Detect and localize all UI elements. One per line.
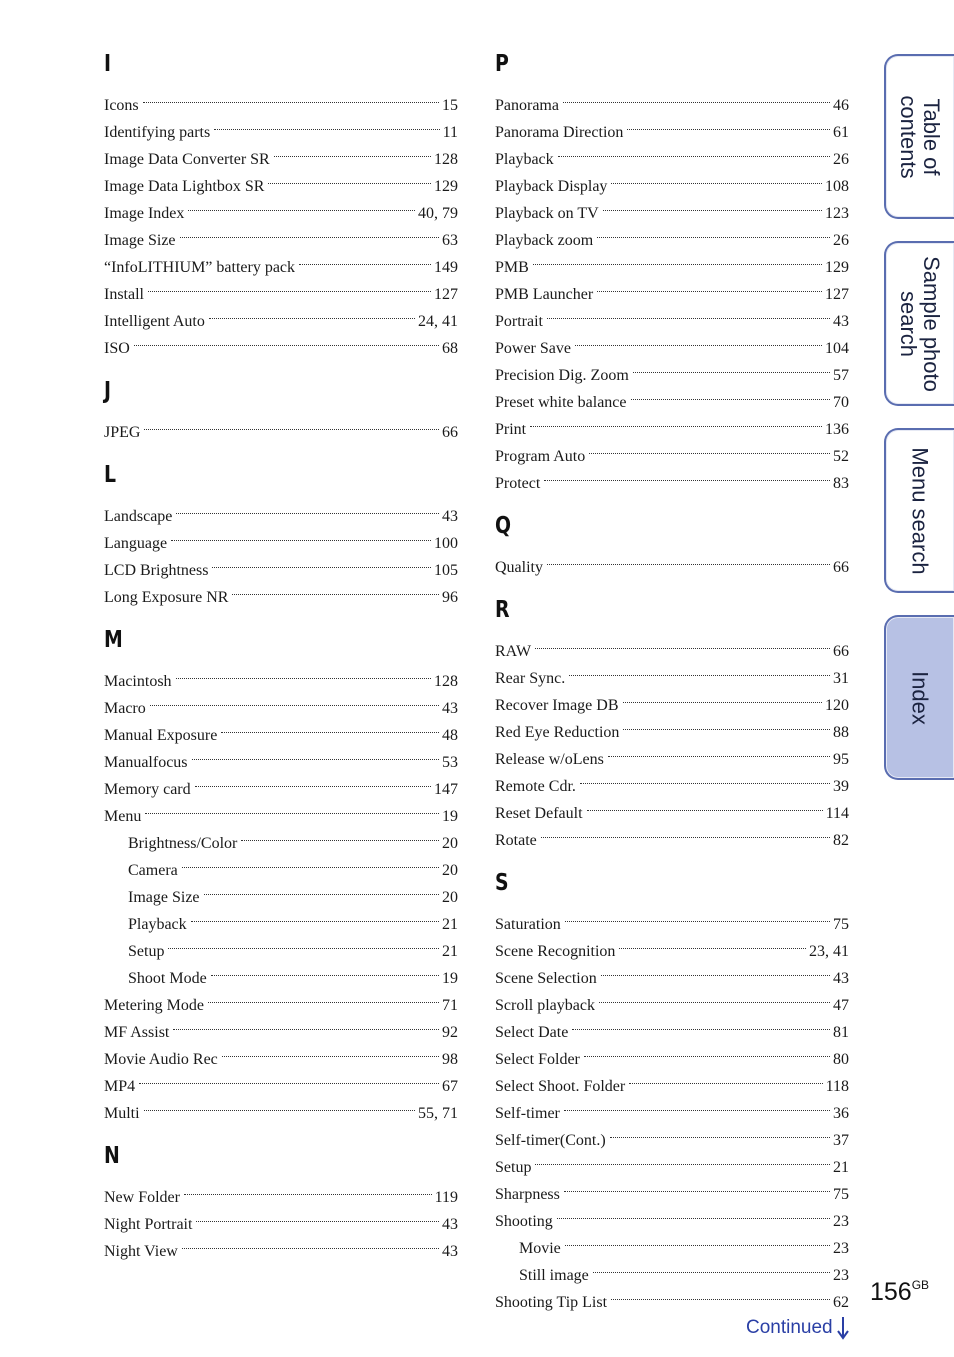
- tab-index[interactable]: [884, 615, 954, 780]
- dot-leader: [547, 545, 831, 572]
- entry-label: Intelligent Auto: [104, 313, 205, 330]
- entry-page-ref[interactable]: 43: [833, 313, 849, 330]
- dot-leader: [563, 83, 831, 110]
- index-section: [495, 508, 849, 576]
- entry-page-ref[interactable]: 96: [442, 589, 458, 606]
- entry-page-ref[interactable]: 81: [833, 1024, 849, 1041]
- dot-leader: [530, 407, 823, 434]
- entry-label: MF Assist: [104, 1024, 170, 1041]
- entry-label: Image Size: [128, 889, 200, 906]
- index-section: [104, 622, 458, 1122]
- entry-page-ref[interactable]: 128: [434, 151, 458, 168]
- section-letter: N: [104, 1143, 120, 1169]
- entry-label: Install: [104, 286, 144, 303]
- entry-page-ref[interactable]: 82: [833, 832, 849, 849]
- entry-page-ref[interactable]: 43: [442, 1216, 458, 1233]
- index-entry[interactable]: [104, 326, 458, 357]
- entry-label: “InfoLITHIUM” battery pack: [104, 259, 296, 276]
- entry-page-ref[interactable]: 75: [833, 1186, 849, 1203]
- section-letter: R: [495, 597, 510, 623]
- entry-label: Identifying parts: [104, 124, 211, 141]
- index-column-left: [104, 42, 458, 1260]
- index-column-right: [495, 42, 849, 1311]
- entry-label: Movie Audio Rec: [104, 1051, 218, 1068]
- dot-leader: [610, 1118, 831, 1145]
- dot-leader: [603, 191, 823, 218]
- tab-label: Sample photo search: [896, 255, 944, 392]
- entry-label: MP4: [104, 1078, 136, 1095]
- index-entry[interactable]: [495, 461, 849, 492]
- index-entry[interactable]: [495, 272, 849, 303]
- entry-label: Release w/oLens: [495, 751, 604, 768]
- entry-page-ref[interactable]: 68: [442, 340, 458, 357]
- dot-leader: [196, 1202, 440, 1229]
- entry-page-ref[interactable]: 23, 41: [809, 943, 849, 960]
- entry-page-ref[interactable]: 37: [833, 1132, 849, 1149]
- entry-label: Image Data Converter SR: [104, 151, 270, 168]
- dot-leader: [191, 902, 440, 929]
- continued-label: Continued: [746, 1317, 833, 1338]
- entry-page-ref[interactable]: 63: [442, 232, 458, 249]
- tab-label: Menu search: [907, 446, 933, 575]
- entry-page-ref[interactable]: 21: [442, 916, 458, 933]
- index-entry[interactable]: [495, 299, 849, 330]
- dot-leader: [171, 521, 432, 548]
- dot-leader: [274, 137, 432, 164]
- continued-link[interactable]: [746, 1316, 849, 1340]
- dot-leader: [619, 929, 807, 956]
- dot-leader: [569, 656, 831, 683]
- entry-label: Scene Recognition: [495, 943, 616, 960]
- dot-leader: [623, 710, 831, 737]
- entry-label: Playback: [495, 151, 554, 168]
- index-entry[interactable]: [104, 659, 458, 690]
- page-number-suffix: GB: [911, 1278, 930, 1292]
- dot-leader: [232, 575, 440, 602]
- entry-page-ref[interactable]: 118: [825, 1078, 849, 1095]
- dot-leader: [580, 764, 831, 791]
- index-entry[interactable]: [104, 1091, 458, 1122]
- entry-page-ref[interactable]: 108: [825, 178, 849, 195]
- dot-leader: [584, 1037, 831, 1064]
- entry-page-ref[interactable]: 19: [442, 970, 458, 987]
- entry-page-ref[interactable]: 43: [442, 508, 458, 525]
- dot-leader: [565, 902, 831, 929]
- entry-page-ref[interactable]: 92: [442, 1024, 458, 1041]
- dot-leader: [599, 983, 831, 1010]
- dot-leader: [629, 1064, 823, 1091]
- index-entry[interactable]: [495, 245, 849, 276]
- entry-page-ref[interactable]: 66: [833, 643, 849, 660]
- entry-page-ref[interactable]: 43: [833, 970, 849, 987]
- index-entry[interactable]: [104, 299, 458, 330]
- dot-leader: [176, 494, 440, 521]
- entry-page-ref[interactable]: 15: [442, 97, 458, 114]
- index-entry[interactable]: [104, 713, 458, 744]
- entry-label: Program Auto: [495, 448, 586, 465]
- index-entry[interactable]: [104, 1175, 458, 1206]
- dot-leader: [589, 434, 831, 461]
- section-letter: J: [104, 378, 112, 404]
- entry-label: Playback on TV: [495, 205, 599, 222]
- entry-page-ref[interactable]: 26: [833, 232, 849, 249]
- entry-page-ref[interactable]: 39: [833, 778, 849, 795]
- entry-label: Still image: [519, 1267, 589, 1284]
- entry-label: New Folder: [104, 1189, 180, 1206]
- dot-leader: [168, 929, 440, 956]
- tab-label: Table of contents: [896, 94, 944, 179]
- entry-label: Self-timer: [495, 1105, 560, 1122]
- entry-page-ref[interactable]: 114: [825, 805, 849, 822]
- entry-label: JPEG: [104, 424, 141, 441]
- index-entry[interactable]: [104, 1064, 458, 1095]
- entry-label: ISO: [104, 340, 130, 357]
- dot-leader: [204, 875, 440, 902]
- entry-page-ref[interactable]: 88: [833, 724, 849, 741]
- dot-leader: [631, 380, 832, 407]
- entry-page-ref[interactable]: 36: [833, 1105, 849, 1122]
- entry-page-ref[interactable]: 120: [825, 697, 849, 714]
- entry-page-ref[interactable]: 61: [833, 124, 849, 141]
- entry-label: Self-timer(Cont.): [495, 1132, 606, 1149]
- entry-label: Night Portrait: [104, 1216, 193, 1233]
- entry-label: Manualfocus: [104, 754, 188, 771]
- dot-leader: [558, 137, 831, 164]
- dot-leader: [572, 1010, 831, 1037]
- dot-leader: [184, 1175, 433, 1202]
- entry-label: Remote Cdr.: [495, 778, 576, 795]
- index-entry[interactable]: [495, 1172, 849, 1203]
- dot-leader: [535, 1145, 831, 1172]
- entry-label: Language: [104, 535, 168, 552]
- index-entry[interactable]: [495, 902, 849, 933]
- dot-leader: [633, 353, 831, 380]
- entry-label: Recover Image DB: [495, 697, 619, 714]
- entry-label: Power Save: [495, 340, 571, 357]
- entry-page-ref[interactable]: 23: [833, 1267, 849, 1284]
- entry-label: Landscape: [104, 508, 173, 525]
- entry-label: LCD Brightness: [104, 562, 209, 579]
- dot-leader: [611, 1280, 831, 1307]
- entry-page-ref[interactable]: 147: [434, 781, 458, 798]
- entry-page-ref[interactable]: 24, 41: [418, 313, 458, 330]
- entry-label: Movie: [519, 1240, 561, 1257]
- entry-label: Playback Display: [495, 178, 608, 195]
- entry-page-ref[interactable]: 21: [442, 943, 458, 960]
- section-letter: M: [104, 627, 123, 653]
- index-entry[interactable]: [495, 545, 849, 576]
- dot-leader: [575, 326, 823, 353]
- entry-label: Scroll playback: [495, 997, 595, 1014]
- index-section: [495, 865, 849, 1311]
- tab-label: Index: [907, 670, 933, 725]
- entry-label: Image Data Lightbox SR: [104, 178, 265, 195]
- entry-label: Rotate: [495, 832, 537, 849]
- dot-leader: [211, 956, 440, 983]
- dot-leader: [209, 299, 416, 326]
- entry-page-ref[interactable]: 128: [434, 673, 458, 690]
- down-arrow-icon: [837, 1316, 849, 1340]
- index-section: [104, 1138, 458, 1260]
- entry-page-ref[interactable]: 21: [833, 1159, 849, 1176]
- entry-page-ref[interactable]: 43: [442, 1243, 458, 1260]
- entry-page-ref[interactable]: 55, 71: [418, 1105, 458, 1122]
- entry-page-ref[interactable]: 11: [442, 124, 458, 141]
- tab-menu-search[interactable]: [884, 428, 954, 593]
- index-entry[interactable]: [495, 434, 849, 465]
- entry-label: Setup: [128, 943, 165, 960]
- index-section: [104, 373, 458, 441]
- entry-page-ref[interactable]: 83: [833, 475, 849, 492]
- entry-page-ref[interactable]: 23: [833, 1213, 849, 1230]
- entry-page-ref[interactable]: 129: [434, 178, 458, 195]
- entry-page-ref[interactable]: 52: [833, 448, 849, 465]
- dot-leader: [564, 1172, 831, 1199]
- entry-label: Playback: [128, 916, 187, 933]
- entry-label: Portrait: [495, 313, 543, 330]
- entry-label: Preset white balance: [495, 394, 627, 411]
- dot-leader: [535, 629, 831, 656]
- index-entry[interactable]: [104, 794, 458, 825]
- entry-label: Select Folder: [495, 1051, 580, 1068]
- entry-page-ref[interactable]: 66: [442, 424, 458, 441]
- section-letter: Q: [495, 513, 512, 539]
- entry-page-ref[interactable]: 62: [833, 1294, 849, 1311]
- entry-label: RAW: [495, 643, 532, 660]
- entry-page-ref[interactable]: 20: [442, 862, 458, 879]
- entry-page-ref[interactable]: 129: [825, 259, 849, 276]
- entry-page-ref[interactable]: 98: [442, 1051, 458, 1068]
- entry-label: Scene Selection: [495, 970, 597, 987]
- entry-page-ref[interactable]: 136: [825, 421, 849, 438]
- entry-label: Image Index: [104, 205, 185, 222]
- dot-leader: [148, 272, 432, 299]
- index-entry[interactable]: [104, 494, 458, 525]
- entry-label: Red Eye Reduction: [495, 724, 620, 741]
- entry-label: Select Date: [495, 1024, 569, 1041]
- dot-leader: [173, 1010, 440, 1037]
- index-entry[interactable]: [104, 686, 458, 717]
- entry-page-ref[interactable]: 127: [434, 286, 458, 303]
- entry-page-ref[interactable]: 23: [833, 1240, 849, 1257]
- entry-label: Shoot Mode: [128, 970, 207, 987]
- tab-sample-photo-search[interactable]: [884, 241, 954, 406]
- entry-page-ref[interactable]: 105: [434, 562, 458, 579]
- entry-page-ref[interactable]: 19: [442, 808, 458, 825]
- entry-label: Macintosh: [104, 673, 172, 690]
- entry-page-ref[interactable]: 80: [833, 1051, 849, 1068]
- page-number: [870, 1278, 929, 1307]
- dot-leader: [188, 191, 416, 218]
- entry-page-ref[interactable]: 149: [434, 259, 458, 276]
- dot-leader: [143, 83, 440, 110]
- entry-label: Panorama: [495, 97, 559, 114]
- dot-leader: [150, 686, 440, 713]
- dot-leader: [268, 164, 432, 191]
- entry-label: PMB: [495, 259, 529, 276]
- index-entry[interactable]: [495, 407, 849, 438]
- entry-label: Menu: [104, 808, 142, 825]
- entry-page-ref[interactable]: 95: [833, 751, 849, 768]
- dot-leader: [593, 1253, 831, 1280]
- index-entry[interactable]: [495, 656, 849, 687]
- entry-label: Multi: [104, 1105, 140, 1122]
- dot-leader: [557, 1199, 831, 1226]
- dot-leader: [212, 548, 432, 575]
- page-number-value: 156: [870, 1278, 912, 1306]
- dot-leader: [565, 1226, 831, 1253]
- entry-page-ref[interactable]: 40, 79: [418, 205, 458, 222]
- entry-label: Playback zoom: [495, 232, 594, 249]
- dot-leader: [299, 245, 432, 272]
- entry-label: Rear Sync.: [495, 670, 566, 687]
- dot-leader: [597, 272, 823, 299]
- dot-leader: [176, 659, 432, 686]
- entry-page-ref[interactable]: 100: [434, 535, 458, 552]
- dot-leader: [541, 818, 831, 845]
- dot-leader: [134, 326, 440, 353]
- dot-leader: [182, 848, 440, 875]
- entry-label: Shooting Tip List: [495, 1294, 608, 1311]
- entry-page-ref[interactable]: 31: [833, 670, 849, 687]
- dot-leader: [195, 767, 432, 794]
- index-entry[interactable]: [495, 83, 849, 114]
- index-section: [495, 46, 849, 492]
- entry-label: Protect: [495, 475, 541, 492]
- entry-label: Camera: [128, 862, 178, 879]
- dot-leader: [623, 683, 823, 710]
- entry-page-ref[interactable]: 53: [442, 754, 458, 771]
- entry-label: Panorama Direction: [495, 124, 624, 141]
- entry-page-ref[interactable]: 119: [434, 1189, 458, 1206]
- dot-leader: [139, 1064, 440, 1091]
- entry-page-ref[interactable]: 57: [833, 367, 849, 384]
- index-entry[interactable]: [104, 110, 458, 141]
- dot-leader: [597, 218, 831, 245]
- dot-leader: [192, 740, 440, 767]
- dot-leader: [611, 164, 823, 191]
- dot-leader: [144, 1091, 416, 1118]
- dot-leader: [214, 110, 440, 137]
- entry-label: Shooting: [495, 1213, 553, 1230]
- entry-label: Night View: [104, 1243, 178, 1260]
- dot-leader: [180, 218, 440, 245]
- index-subentry[interactable]: [104, 821, 458, 852]
- entry-page-ref[interactable]: 43: [442, 700, 458, 717]
- entry-label: Print: [495, 421, 527, 438]
- entry-label: Setup: [495, 1159, 532, 1176]
- entry-label: Precision Dig. Zoom: [495, 367, 629, 384]
- entry-label: PMB Launcher: [495, 286, 594, 303]
- entry-label: Saturation: [495, 916, 561, 933]
- section-letter: I: [104, 51, 112, 77]
- dot-leader: [564, 1091, 831, 1118]
- entry-label: Icons: [104, 97, 139, 114]
- index-entry[interactable]: [495, 326, 849, 357]
- entry-page-ref[interactable]: 127: [825, 286, 849, 303]
- section-letter: L: [104, 462, 117, 488]
- entry-label: Memory card: [104, 781, 191, 798]
- section-letter: S: [495, 870, 509, 896]
- entry-page-ref[interactable]: 67: [442, 1078, 458, 1095]
- section-letter: P: [495, 51, 509, 77]
- entry-page-ref[interactable]: 104: [825, 340, 849, 357]
- dot-leader: [208, 983, 440, 1010]
- entry-page-ref[interactable]: 48: [442, 727, 458, 744]
- entry-page-ref[interactable]: 75: [833, 916, 849, 933]
- dot-leader: [547, 299, 831, 326]
- entry-label: Sharpness: [495, 1186, 560, 1203]
- index-entry[interactable]: [104, 83, 458, 114]
- entry-page-ref[interactable]: 20: [442, 889, 458, 906]
- index-entry[interactable]: [104, 272, 458, 303]
- index-section: [104, 457, 458, 606]
- dot-leader: [182, 1229, 440, 1256]
- dot-leader: [145, 794, 440, 821]
- dot-leader: [587, 791, 824, 818]
- index-entry[interactable]: [104, 410, 458, 441]
- entry-page-ref[interactable]: 47: [833, 997, 849, 1014]
- index-section: [104, 46, 458, 357]
- dot-leader: [241, 821, 440, 848]
- entry-label: Image Size: [104, 232, 176, 249]
- entry-label: Long Exposure NR: [104, 589, 229, 606]
- dot-leader: [601, 956, 831, 983]
- entry-label: Brightness/Color: [128, 835, 238, 852]
- index-entry[interactable]: [495, 629, 849, 660]
- entry-page-ref[interactable]: 66: [833, 559, 849, 576]
- entry-label: Metering Mode: [104, 997, 204, 1014]
- entry-label: Reset Default: [495, 805, 583, 822]
- index-entry[interactable]: [495, 818, 849, 849]
- entry-page-ref[interactable]: 71: [442, 997, 458, 1014]
- dot-leader: [608, 737, 831, 764]
- entry-page-ref[interactable]: 26: [833, 151, 849, 168]
- dot-leader: [627, 110, 831, 137]
- entry-label: Quality: [495, 559, 543, 576]
- entry-label: Manual Exposure: [104, 727, 218, 744]
- dot-leader: [533, 245, 823, 272]
- dot-leader: [222, 1037, 440, 1064]
- entry-page-ref[interactable]: 123: [825, 205, 849, 222]
- index-entry[interactable]: [495, 1145, 849, 1176]
- index-section: [495, 592, 849, 849]
- tab-table-of-contents[interactable]: [884, 54, 954, 219]
- dot-leader: [221, 713, 440, 740]
- entry-label: Macro: [104, 700, 146, 717]
- dot-leader: [544, 461, 831, 488]
- dot-leader: [144, 410, 440, 437]
- entry-page-ref[interactable]: 20: [442, 835, 458, 852]
- entry-page-ref[interactable]: 70: [833, 394, 849, 411]
- entry-label: Select Shoot. Folder: [495, 1078, 626, 1095]
- entry-page-ref[interactable]: 46: [833, 97, 849, 114]
